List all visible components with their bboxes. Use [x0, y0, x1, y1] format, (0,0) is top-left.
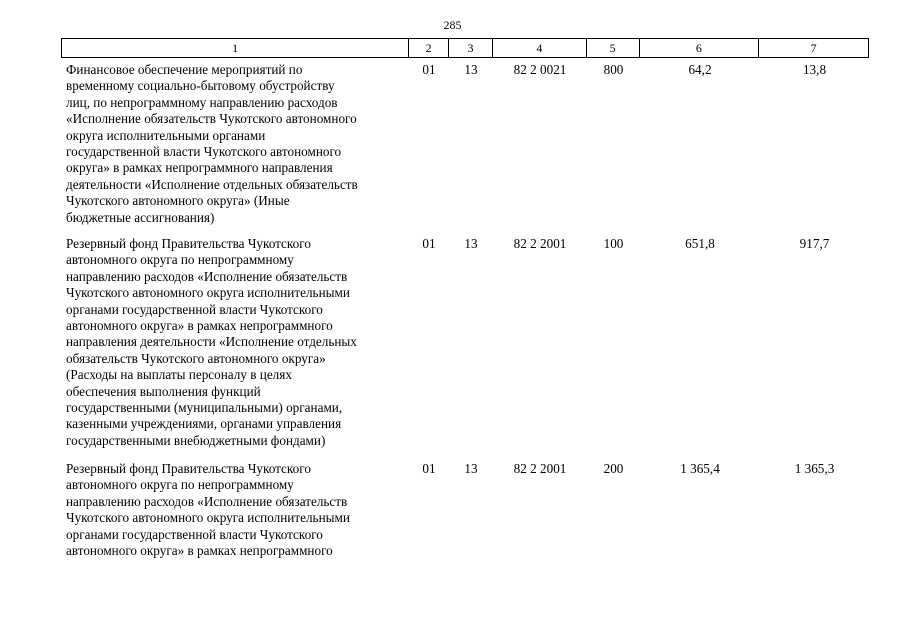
- header-col-6: 6: [640, 39, 760, 57]
- row-subsection: 13: [464, 62, 478, 77]
- header-col-7: 7: [810, 41, 817, 55]
- row-amount-2: 1 365,3: [794, 461, 835, 476]
- row-subsection: 13: [464, 461, 478, 476]
- row-description: Резервный фонд Правительства Чукотского автономного округа по непрограммному направлению расходов «Исполнение обязательств Чукотского автономного округа исполнительными органами государственной власти Чукотского автономного округа» в рамках непрограммного: [66, 461, 350, 559]
- row-expense-type: 100: [603, 236, 624, 251]
- table-header: [61, 38, 869, 58]
- page-number: 285: [443, 18, 462, 32]
- row-amount-2: 13,8: [802, 62, 827, 77]
- row-section: 01: [422, 62, 436, 77]
- row-amount-1: 64,2: [688, 62, 712, 77]
- row-expense-type: 200: [603, 461, 624, 476]
- row-subsection: 13: [464, 236, 478, 251]
- row-section: 01: [422, 461, 436, 476]
- row-amount-1: 651,8: [685, 236, 715, 251]
- row-target-article: 82 2 2001: [513, 236, 567, 251]
- row-description: Финансовое обеспечение мероприятий по временному социально-бытовому обустройству лиц, по непрограммному направлению расходов «Исполнение обязательств Чукотского автономного округа исполнительными органами государственной власти Чукотского автономного округа» в рамках непрограммного направления деятельности «Исполнение отдельных обязательств Чукотского автономного округа» (Иные бюджетные ассигнования): [66, 62, 358, 225]
- row-amount-2: 917,7: [799, 236, 830, 251]
- row-section: 01: [422, 236, 436, 251]
- header-col-1: 1: [62, 39, 409, 57]
- row-description: Резервный фонд Правительства Чукотского автономного округа по непрограммному направлению расходов «Исполнение обязательств Чукотского автономного округа исполнительными органами государственной власти Чукотского автономного округа» в рамках непрограммного направления деятельности «Исполнение отдельных обязательств Чукотского автономного округа» (Расходы на выплаты персоналу в целях обеспечения выполнения функций государственными (муниципальными) органами, казенными учреждениями, органами управления государственными внебюджетными фондами): [66, 236, 357, 448]
- row-target-article: 82 2 0021: [513, 62, 567, 77]
- header-col-5: 5: [587, 39, 640, 57]
- row-expense-type: 800: [603, 62, 624, 77]
- header-col-4: 4: [493, 39, 587, 57]
- header-col-2: 2: [409, 39, 449, 57]
- header-col-3: 3: [449, 39, 493, 57]
- row-amount-1: 1 365,4: [680, 461, 720, 476]
- row-target-article: 82 2 2001: [513, 461, 567, 476]
